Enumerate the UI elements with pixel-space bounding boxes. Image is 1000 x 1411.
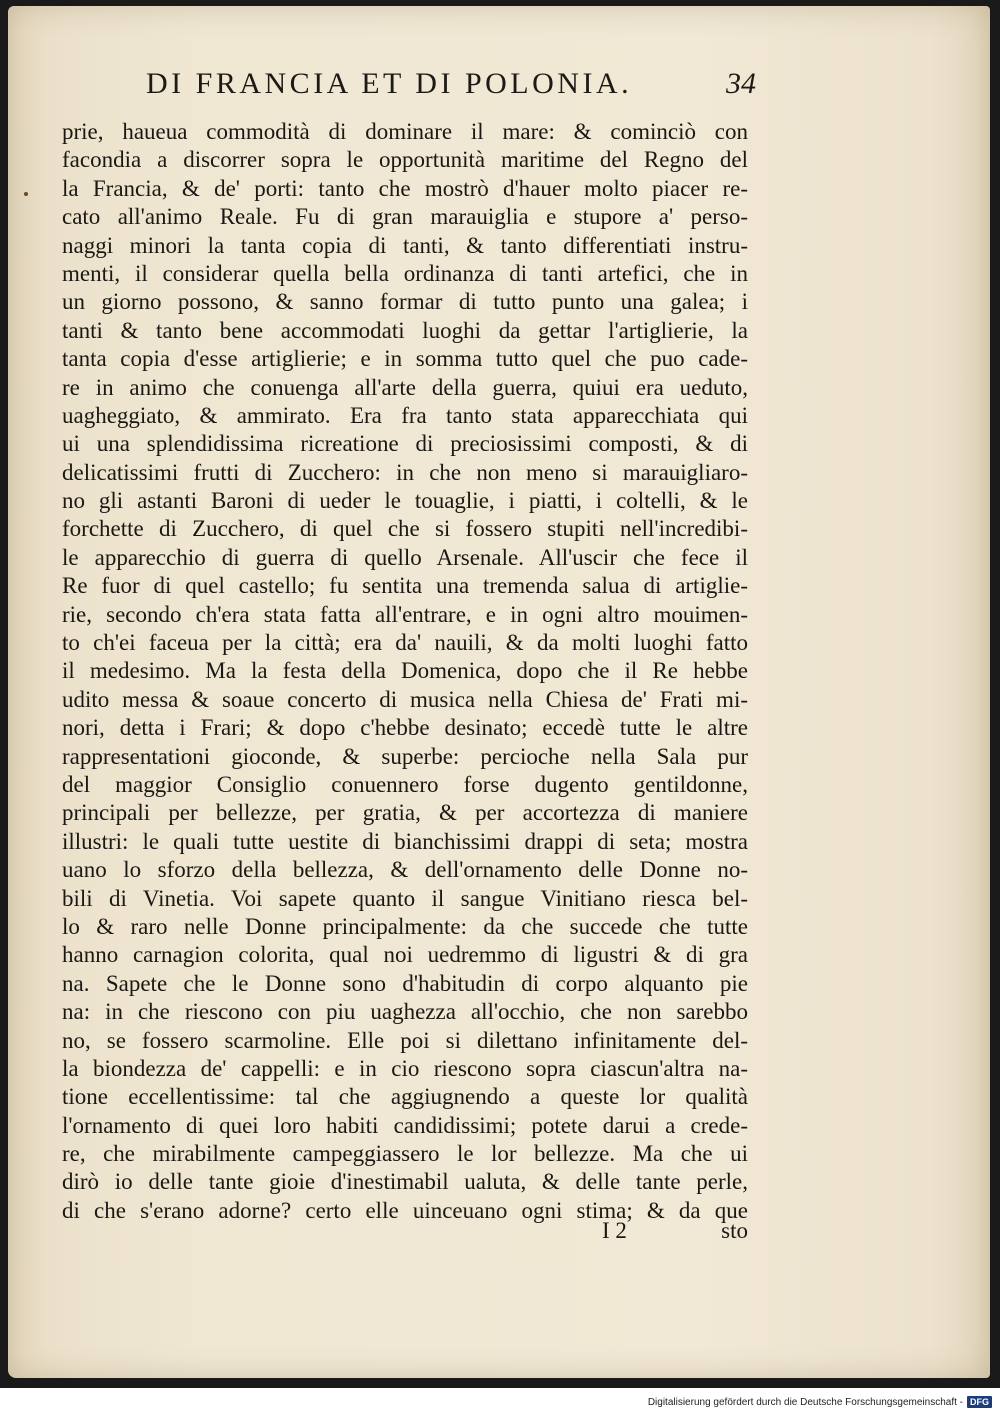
digitization-credit — [648, 1395, 992, 1409]
text-line: naggi minori la tanta copia di tanti, & tanto differentiati instru- — [62, 232, 748, 258]
text-line: uano lo sforzo della bellezza, & dell'ornamento delle Donne no- — [62, 857, 748, 883]
text-line: re, che mirabilmente campeggiassero le lor bellezze. Ma che ui — [62, 1141, 748, 1167]
text-line: ui una splendidissima ricreatione di preciosissimi composti, & di — [62, 431, 748, 457]
text-line: hanno carnagion colorita, qual noi uedremmo di ligustri & di gra — [62, 942, 748, 968]
text-line: l'ornamento di quei loro habiti candidissimi; potete darui a crede- — [62, 1112, 748, 1138]
text-line: del maggior Consiglio conuennero forse dugento gentildonne, — [62, 771, 748, 797]
text-line: bili di Vinetia. Voi sapete quanto il sangue Vinitiano riesca bel- — [62, 885, 748, 911]
text-line: lo & raro nelle Donne principalmente: da che succede che tutte — [62, 913, 748, 939]
text-line: tanta copia d'esse artiglierie; e in somma tutto quel che puo cade- — [62, 346, 748, 372]
running-head-title: DI FRANCIA ET DI POLONIA. — [146, 67, 633, 100]
margin-mark — [24, 192, 28, 196]
text-line: la biondezza de' cappelli: e in cio riescono sopra ciascun'altra na- — [62, 1055, 748, 1081]
text-line: re in animo che conuenga all'arte della guerra, quiui era ueduto, — [62, 374, 748, 400]
text-line: menti, il considerar quella bella ordinanza di tanti artefici, che in — [62, 260, 748, 286]
text-line: nori, detta i Frari; & dopo c'hebbe desinato; eccedè tutte le altre — [62, 715, 748, 741]
book-page — [8, 6, 990, 1378]
text-line: di che s'erano adorne? certo elle uinceuano ogni stima; & da que — [62, 1197, 748, 1223]
text-line: no, se fossero scarmoline. Elle poi si dilettano infinitamente del- — [62, 1027, 748, 1053]
signature-mark: I 2 — [602, 1218, 627, 1243]
text-line: cato all'animo Reale. Fu di gran marauiglia e stupore a' perso- — [62, 204, 748, 230]
running-head — [146, 64, 756, 104]
text-line: prie, haueua commodità di dominare il mare: & cominciò con — [62, 119, 748, 144]
text-line: to ch'ei faceua per la città; era da' nauili, & da molti luoghi fatto — [62, 630, 748, 656]
text-line: delicatissimi frutti di Zucchero: in che non meno si marauigliaro- — [62, 459, 748, 485]
text-line: le apparecchio di guerra di quello Arsenale. All'uscir che fece il — [62, 544, 748, 570]
text-line: un giorno possono, & sanno formar di tutto punto una galea; i — [62, 289, 748, 315]
text-line: uagheggiato, & ammirato. Era fra tanto stata apparecchiata qui — [62, 402, 748, 428]
text-line: facondia a discorrer sopra le opportunità maritime del Regno del — [62, 147, 748, 173]
body-text — [62, 118, 748, 1225]
text-line: na. Sapete che le Donne sono d'habitudin di corpo alquanto pie — [62, 970, 748, 996]
text-line: la Francia, & de' porti: tanto che mostrò d'hauer molto piacer re- — [62, 175, 748, 201]
page-footer — [602, 1216, 748, 1246]
text-line: forchette di Zucchero, di quel che si fossero stupiti nell'incredibi- — [62, 516, 748, 542]
text-line: udito messa & soaue concerto di musica nella Chiesa de' Frati mi- — [62, 686, 748, 712]
text-line: principali per bellezze, per gratia, & per accortezza di maniere — [62, 800, 748, 826]
text-line: dirò io delle tante gioie d'inestimabil ualuta, & delle tante perle, — [62, 1169, 748, 1195]
text-line: illustri: le quali tutte uestite di bianchissimi drappi di seta; mostra — [62, 828, 748, 854]
text-line: rappresentationi gioconde, & superbe: percioche nella Sala pur — [62, 743, 748, 769]
text-line: Re fuor di quel castello; fu sentita una tremenda salua di artiglie- — [62, 573, 748, 599]
text-line: il medesimo. Ma la festa della Domenica, dopo che il Re hebbe — [62, 658, 748, 684]
text-line: no gli astanti Baroni di ueder le touaglie, i piatti, i coltelli, & le — [62, 488, 748, 514]
text-line: tione eccellentissime: tal che aggiugnendo a queste lor qualità — [62, 1084, 748, 1110]
text-line: tanti & tanto bene accommodati luoghi da gettar l'artiglierie, la — [62, 317, 748, 343]
text-line: na: in che riescono con piu uaghezza all'occhio, che non sarebbo — [62, 999, 748, 1025]
catchword: sto — [721, 1218, 748, 1243]
credit-text: Digitalisierung gefördert durch die Deutsche Forschungsgemeinschaft - — [647, 1396, 963, 1408]
text-line: rie, secondo ch'era stata fatta all'entrare, e in ogni altro mouimen- — [62, 601, 748, 627]
dfg-logo: DFG — [967, 1396, 992, 1408]
page-number: 34 — [726, 67, 756, 100]
